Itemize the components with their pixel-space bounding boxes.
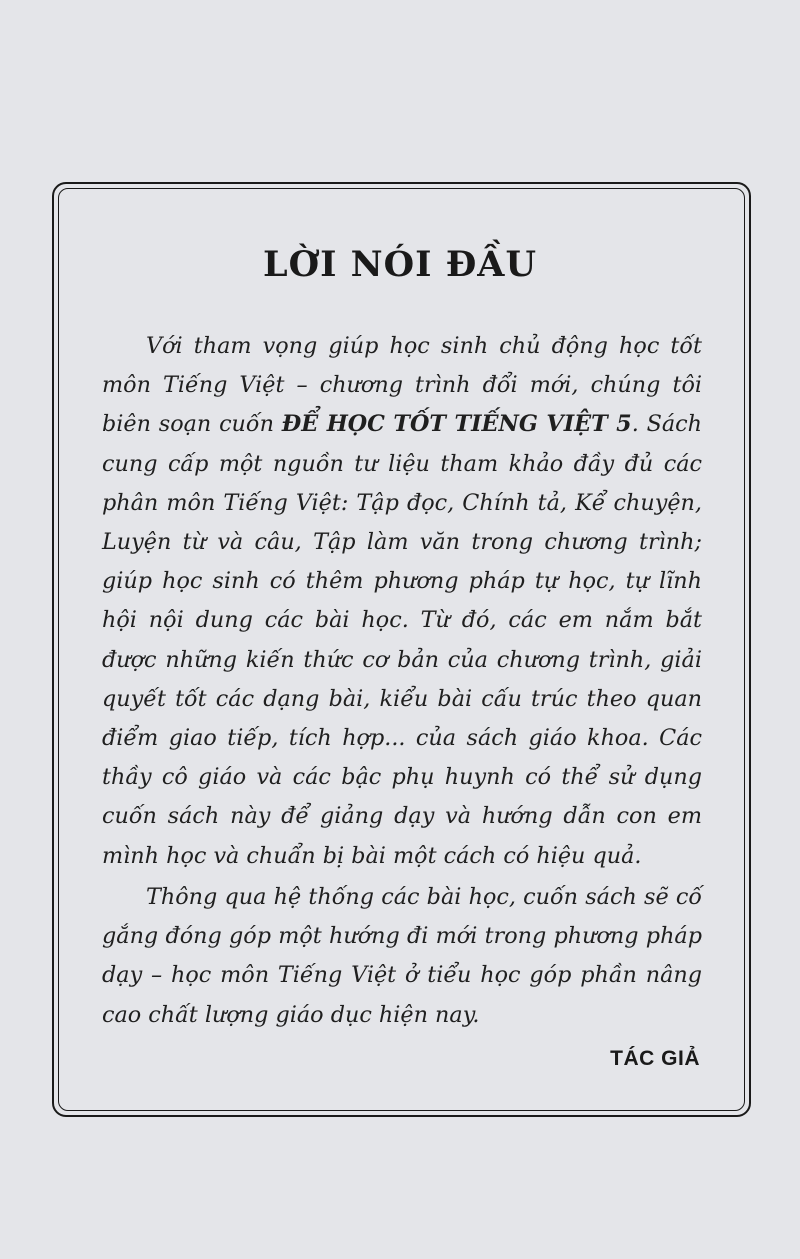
paragraph-1-body-text: . Sách cung cấp một nguồn tư liệu tham khảo đầy đủ các phân môn Tiếng Việt: Tập đọc, Chính tả, Kể chuyện, Luyện từ và câu, Tập làm văn trong chương trình; giúp học sinh có thêm phương pháp tự học, tự lĩnh hội nội dung các bài học. Từ đó, các em nắm bắt được những kiến thức cơ bản của chương trình, giải quyết tốt các dạng bài, kiểu bài cấu trúc theo quan điểm giao tiếp, tích hợp... của sách giáo khoa. Các thầy cô giáo và các bậc phụ huynh có thể sử dụng cuốn sách này để giảng dạy và hướng dẫn con em mình học và chuẩn bị bài một cách có hiệu quả. bbox=[102, 411, 703, 869]
book-title: ĐỂ HỌC TỐT TIẾNG VIỆT 5 bbox=[281, 411, 632, 438]
preface-paragraph-1 bbox=[102, 327, 702, 876]
author-signature: TÁC GIẢ bbox=[610, 1047, 700, 1070]
paragraph-1-intro-text: Với tham vọng giúp học sinh chủ động học tốt môn Tiếng Việt – chương trình đổi mới, chúng tôi biên soạn cuốn bbox=[102, 333, 702, 438]
page-title: LỜI NÓI ĐẦU bbox=[263, 244, 537, 285]
preface-paragraph-2: Thông qua hệ thống các bài học, cuốn sách sẽ cố gắng đóng góp một hướng đi mới trong phương pháp dạy – học môn Tiếng Việt ở tiểu học góp phần nâng cao chất lượng giáo dục hiện nay. bbox=[102, 884, 702, 1028]
